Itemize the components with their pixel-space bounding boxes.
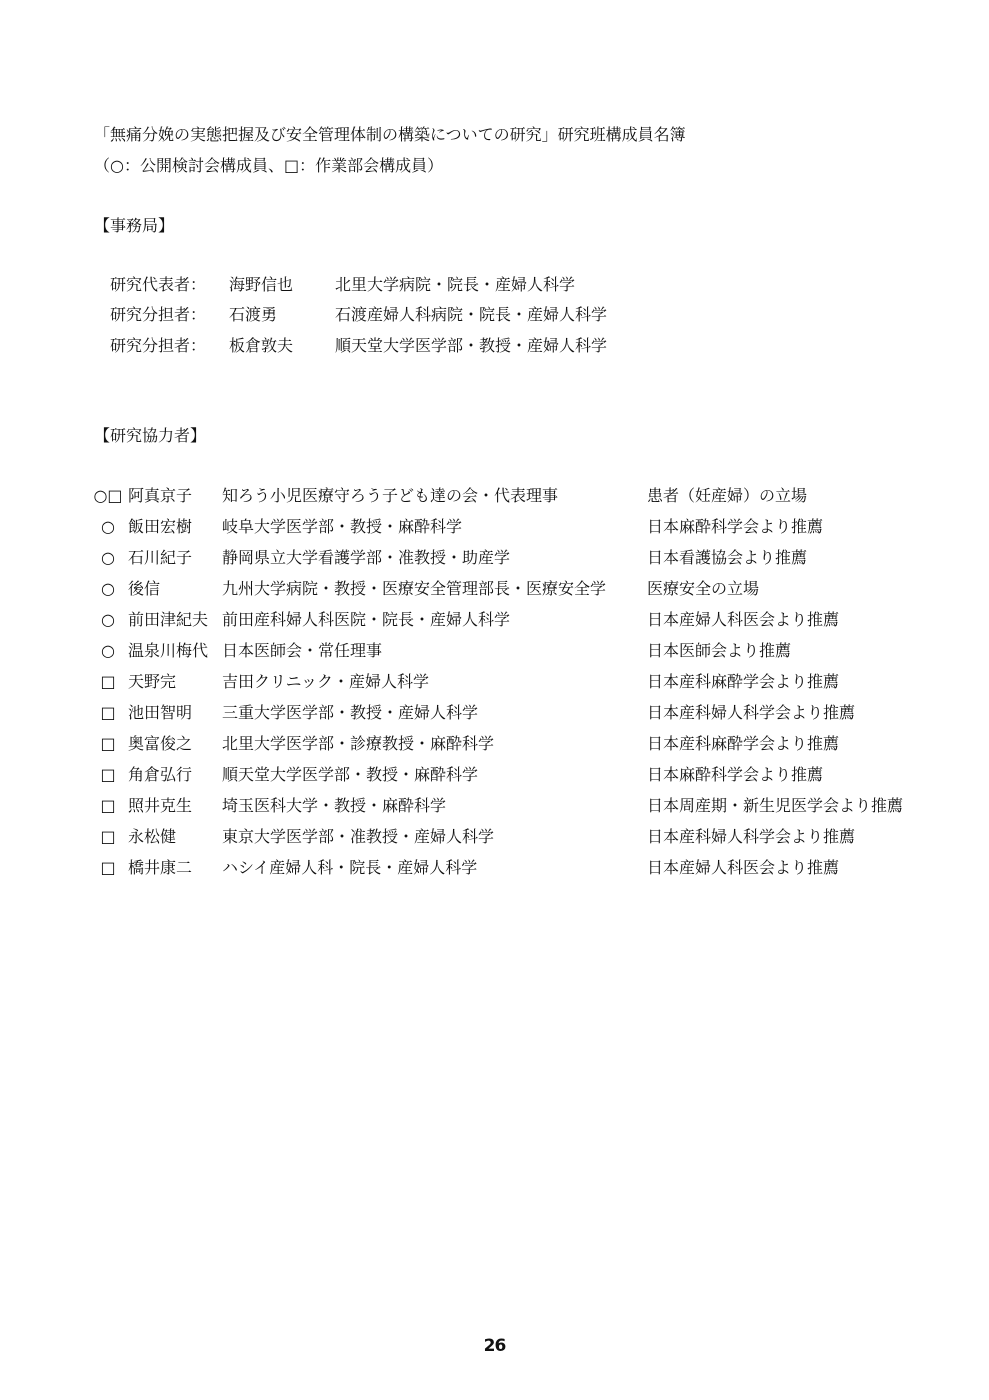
- cooperator-recommendation: 医療安全の立場: [647, 579, 760, 598]
- cooperator-name: 石川紀子: [128, 548, 193, 567]
- membership-mark: □: [100, 858, 116, 877]
- cooperator-affiliation: 岐阜大学医学部・教授・麻酔科学: [222, 517, 463, 536]
- membership-mark: □: [100, 703, 116, 722]
- membership-mark: □: [100, 734, 116, 753]
- cooperator-row: [0, 610, 989, 634]
- cooperator-affiliation: 知ろう小児医療守ろう子ども達の会・代表理事: [222, 486, 559, 505]
- membership-mark: ○: [101, 641, 115, 660]
- cooperator-row: [0, 827, 989, 851]
- membership-mark: ○: [101, 517, 115, 536]
- cooperator-recommendation: 日本産婦人科医会より推薦: [647, 610, 840, 629]
- cooperator-row: [0, 579, 989, 603]
- cooperator-affiliation: ハシイ産婦人科・院長・産婦人科学: [222, 858, 478, 877]
- membership-mark: □: [100, 796, 116, 815]
- cooperator-affiliation: 埼玉医科大学・教授・麻酔科学: [222, 796, 447, 815]
- membership-mark: ○□: [93, 486, 123, 505]
- cooperator-name: 後信: [128, 579, 161, 598]
- cooperator-recommendation: 日本看護協会より推薦: [647, 548, 808, 567]
- cooperator-affiliation: 北里大学医学部・診療教授・麻酔科学: [222, 734, 495, 753]
- membership-mark: □: [100, 827, 116, 846]
- cooperator-row: [0, 641, 989, 665]
- office-row: [0, 305, 989, 327]
- page-number: 26: [483, 1336, 506, 1356]
- cooperator-affiliation: 前田産科婦人科医院・院長・産婦人科学: [222, 610, 511, 629]
- office-name: 石渡勇: [229, 305, 278, 324]
- cooperator-name: 温泉川梅代: [128, 641, 209, 660]
- cooperator-row: [0, 858, 989, 882]
- cooperators-section-heading: 【研究協力者】: [94, 426, 207, 445]
- membership-mark: ○: [101, 548, 115, 567]
- office-name: 板倉敦夫: [229, 336, 294, 355]
- cooperator-name: 前田津紀夫: [128, 610, 209, 629]
- cooperator-recommendation: 日本産科婦人科学会より推薦: [647, 703, 856, 722]
- document-title: 「無痛分娩の実態把握及び安全管理体制の構築についての研究」研究班構成員名簿: [94, 125, 686, 144]
- membership-mark: ○: [101, 579, 115, 598]
- cooperator-row: [0, 734, 989, 758]
- cooperator-row: [0, 517, 989, 541]
- cooperator-affiliation: 東京大学医学部・准教授・産婦人科学: [222, 827, 495, 846]
- office-row: [0, 336, 989, 358]
- cooperator-row: [0, 486, 989, 510]
- cooperator-recommendation: 日本医師会より推薦: [647, 641, 792, 660]
- cooperator-row: [0, 765, 989, 789]
- cooperator-row: [0, 548, 989, 572]
- cooperator-recommendation: 日本産科麻酔学会より推薦: [647, 672, 840, 691]
- cooperator-name: 阿真京子: [128, 486, 193, 505]
- membership-mark: ○: [101, 610, 115, 629]
- cooperator-affiliation: 順天堂大学医学部・教授・麻酔科学: [222, 765, 479, 784]
- office-affiliation: 石渡産婦人科病院・院長・産婦人科学: [335, 305, 608, 324]
- cooperator-affiliation: 日本医師会・常任理事: [222, 641, 383, 660]
- cooperator-row: [0, 796, 989, 820]
- cooperator-affiliation: 九州大学病院・教授・医療安全管理部長・医療安全学: [222, 579, 607, 598]
- cooperator-affiliation: 吉田クリニック・産婦人科学: [222, 672, 430, 691]
- cooperator-name: 橋井康二: [128, 858, 193, 877]
- cooperator-row: [0, 703, 989, 727]
- cooperator-recommendation: 日本麻酔科学会より推薦: [647, 765, 824, 784]
- office-affiliation: 順天堂大学医学部・教授・産婦人科学: [335, 336, 608, 355]
- office-role: 研究代表者：: [110, 275, 207, 294]
- membership-legend: （○：公開検討会構成員、□：作業部会構成員）: [94, 156, 444, 175]
- cooperator-name: 照井克生: [128, 796, 193, 815]
- cooperator-name: 天野完: [128, 672, 177, 691]
- cooperator-name: 飯田宏樹: [128, 517, 193, 536]
- office-affiliation: 北里大学病院・院長・産婦人科学: [335, 275, 576, 294]
- cooperator-name: 池田智明: [128, 703, 193, 722]
- cooperator-recommendation: 日本麻酔科学会より推薦: [647, 517, 824, 536]
- cooperator-name: 永松健: [128, 827, 177, 846]
- office-name: 海野信也: [229, 275, 294, 294]
- cooperator-affiliation: 静岡県立大学看護学部・准教授・助産学: [222, 548, 511, 567]
- cooperator-row: [0, 672, 989, 696]
- membership-mark: □: [100, 765, 116, 784]
- office-section-heading: 【事務局】: [94, 216, 175, 235]
- cooperator-affiliation: 三重大学医学部・教授・産婦人科学: [222, 703, 479, 722]
- cooperator-recommendation: 日本産婦人科医会より推薦: [647, 858, 840, 877]
- membership-mark: □: [100, 672, 116, 691]
- cooperator-recommendation: 日本産科婦人科学会より推薦: [647, 827, 856, 846]
- cooperator-name: 角倉弘行: [128, 765, 193, 784]
- cooperator-recommendation: 患者（妊産婦）の立場: [647, 486, 808, 505]
- office-row: [0, 275, 989, 297]
- cooperator-recommendation: 日本周産期・新生児医学会より推薦: [647, 796, 904, 815]
- office-role: 研究分担者：: [110, 336, 207, 355]
- office-role: 研究分担者：: [110, 305, 207, 324]
- cooperator-name: 奥富俊之: [128, 734, 193, 753]
- cooperator-recommendation: 日本産科麻酔学会より推薦: [647, 734, 840, 753]
